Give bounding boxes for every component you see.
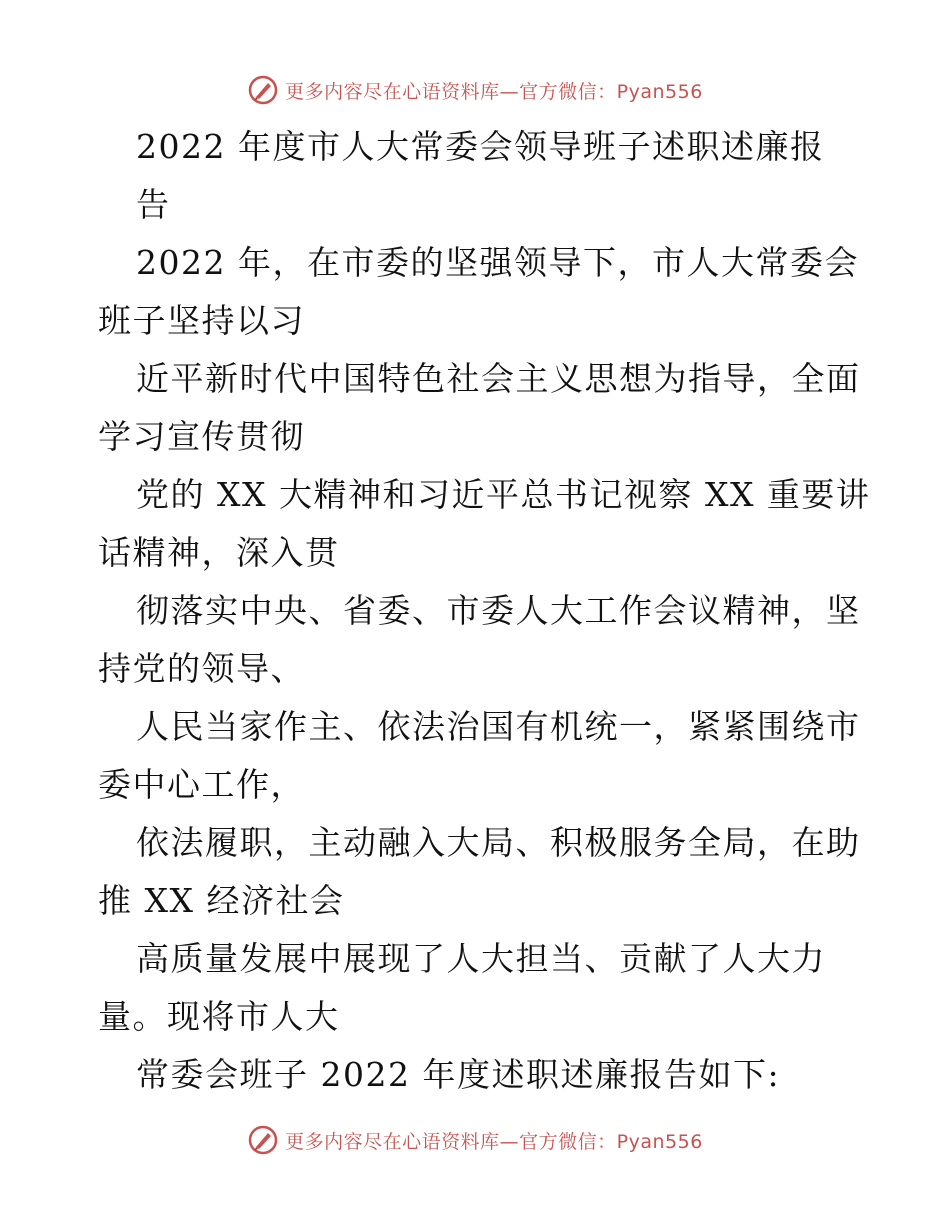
doc-line: 常委会班子 2022 年度述职述廉报告如下: [136, 1055, 781, 1094]
doc-line: 告 [136, 185, 171, 224]
doc-line: 人民当家作主、依法治国有机统一，紧紧围绕市 [136, 707, 861, 746]
pen-logo-icon [247, 1124, 279, 1156]
doc-line: 学习宣传贯彻 [98, 417, 305, 456]
doc-line: 量。现将市人大 [98, 997, 340, 1036]
doc-line: 委中心工作， [98, 765, 305, 804]
pen-logo-icon [247, 74, 279, 106]
doc-line: 依法履职，主动融入大局、积极服务全局，在助 [136, 823, 861, 862]
footer-watermark [0, 1120, 950, 1160]
doc-line: 近平新时代中国特色社会主义思想为指导，全面 [136, 359, 861, 398]
doc-line: 推 XX 经济社会 [98, 881, 345, 920]
doc-line: 党的 XX 大精神和习近平总书记视察 XX 重要讲 [136, 475, 871, 514]
doc-line: 高质量发展中展现了人大担当、贡献了人大力 [136, 939, 826, 978]
doc-line: 2022 年度市人大常委会领导班子述职述廉报 [136, 127, 825, 166]
doc-line: 班子坚持以习 [98, 301, 305, 340]
header-watermark [0, 70, 950, 110]
footer-watermark-text: 更多内容尽在心语资料库—官方微信：Pyan556 [285, 1130, 703, 1153]
doc-line: 2022 年，在市委的坚强领导下，市人大常委会 [136, 243, 859, 282]
doc-line: 持党的领导、 [98, 649, 305, 688]
doc-line: 话精神，深入贯 [98, 533, 340, 572]
header-watermark-text: 更多内容尽在心语资料库—官方微信：Pyan556 [285, 80, 703, 103]
document-body [98, 118, 871, 1104]
doc-line: 彻落实中央、省委、市委人大工作会议精神，坚 [136, 591, 861, 630]
